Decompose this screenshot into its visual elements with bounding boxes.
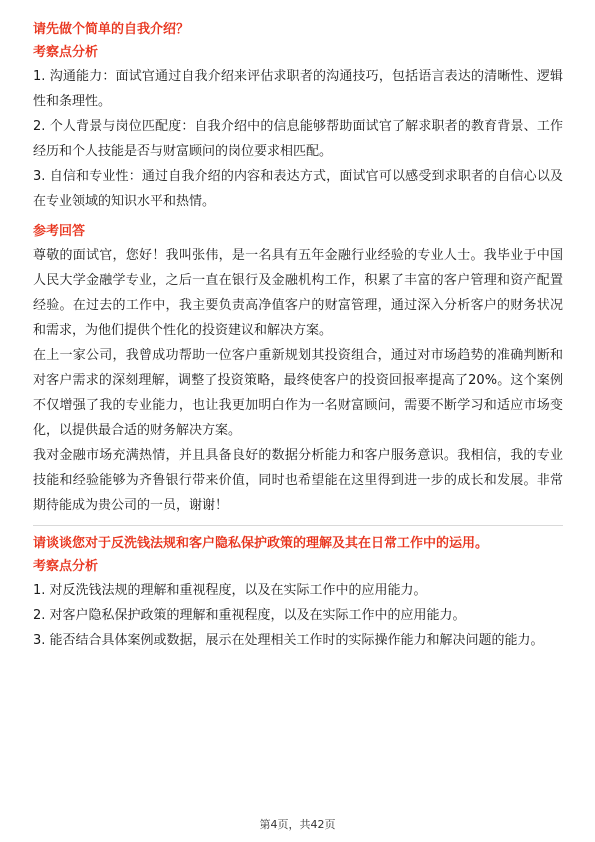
answer-paragraph: 尊敬的面试官，您好！我叫张伟，是一名具有五年金融行业经验的专业人士。我毕业于中国人民大学金融学专业，之后一直在银行及金融机构工作，积累了丰富的客户管理和资产配置经验。在过去的工作中，我主要负责高净值客户的财富管理，通过深入分析客户的财务状况和需求，为他们提供个性化的投资建议和解决方案。 (33, 248, 563, 338)
analysis-item: 3. 能否结合具体案例或数据，展示在处理相关工作时的实际操作能力和解决问题的能力。 (33, 633, 544, 648)
question-title: 请先做个简单的自我介绍？ (33, 22, 190, 37)
analysis-heading: 考察点分析 (33, 45, 99, 60)
analysis-item: 2. 个人背景与岗位匹配度：自我介绍中的信息能够帮助面试官了解求职者的教育背景、工作经历和个人技能是否与财富顾问的岗位要求相匹配。 (33, 119, 563, 159)
page-number: 第4页，共42页 (259, 818, 336, 831)
document-page (33, 20, 563, 653)
question-title: 请谈谈您对于反洗钱法规和客户隐私保护政策的理解及其在日常工作中的运用。 (33, 536, 489, 551)
analysis-item: 3. 自信和专业性：通过自我介绍的内容和表达方式，面试官可以感受到求职者的自信心以及在专业领域的知识水平和热情。 (33, 169, 563, 209)
answer-paragraph: 在上一家公司，我曾成功帮助一位客户重新规划其投资组合，通过对市场趋势的准确判断和对客户需求的深刻理解，调整了投资策略，最终使客户的投资回报率提高了20%。这个案例不仅增强了我的专业能力，也让我更加明白作为一名财富顾问，需要不断学习和适应市场变化，以提供最合适的财务解决方案。 (33, 348, 563, 438)
analysis-item: 1. 对反洗钱法规的理解和重视程度，以及在实际工作中的应用能力。 (33, 583, 427, 598)
section-divider (33, 525, 563, 526)
answer-paragraph: 我对金融市场充满热情，并且具备良好的数据分析能力和客户服务意识。我相信，我的专业技能和经验能够为齐鲁银行带来价值，同时也希望能在这里得到进一步的成长和发展。非常期待能成为贵公司的一员，谢谢！ (33, 448, 563, 513)
analysis-heading: 考察点分析 (33, 559, 99, 574)
analysis-item: 2. 对客户隐私保护政策的理解和重视程度，以及在实际工作中的应用能力。 (33, 608, 466, 623)
answer-heading: 参考回答 (33, 224, 86, 239)
analysis-item: 1. 沟通能力：面试官通过自我介绍来评估求职者的沟通技巧，包括语言表达的清晰性、逻辑性和条理性。 (33, 69, 563, 109)
